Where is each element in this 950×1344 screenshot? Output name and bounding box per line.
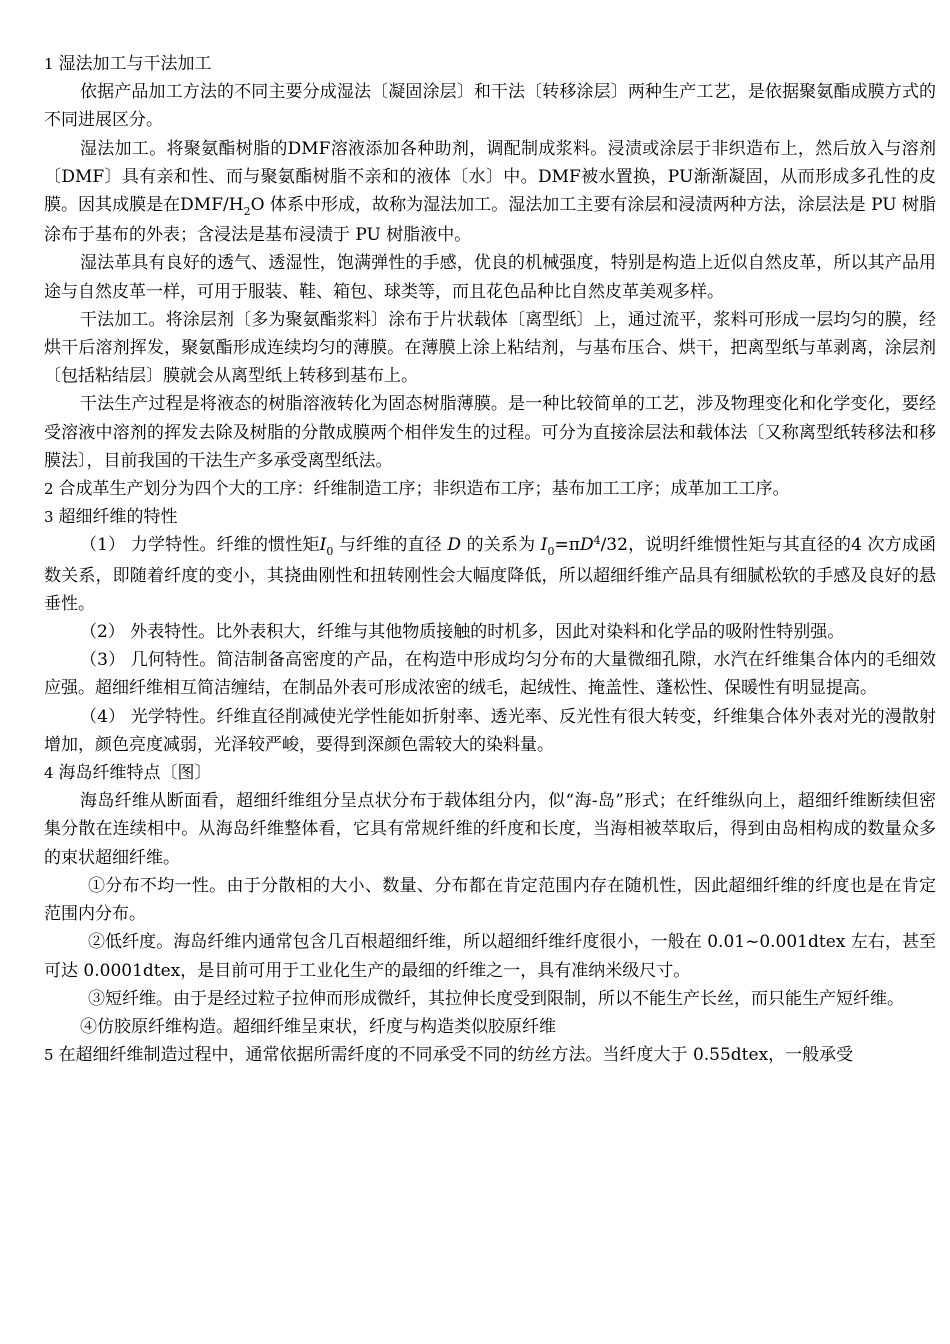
section-title: 湿法加工与干法加工	[58, 54, 212, 74]
text-run: O 体系中形成，故称为湿法加工。湿法加工主要有涂层和浸渍两种方法，涂层法是 PU 树脂涂布于基布的外表；含浸法是基布浸渍于 PU 树脂液中。	[44, 195, 936, 246]
formula-symbol: D	[579, 535, 594, 556]
list-item: ③短纤维。由于是经过粒子拉伸而形成微纤，其拉伸长度受到限制，所以不能生产长丝，而只能生产短纤维。	[88, 988, 904, 1009]
paragraph: 干法加工。将涂层剂〔多为聚氨酯浆料〕涂布于片状载体〔离型纸〕上，通过流平，浆料可形成一层均匀的膜，经烘干后溶剂挥发，聚氨酯形成连续均匀的薄膜。在薄膜上涂上粘结剂，与基布压合、烘干，把离型纸与革剥离，涂层剂〔包括粘结层〕膜就会从离型纸上转移到基布上。	[44, 309, 936, 387]
list-item: ②低纤度。海岛纤维内通常包含几百根超细纤维，所以超细纤维纤度很小，一般在 0.01~0.001dtex 左右，甚至可达 0.0001dtex，是目前可用于工业化生产的最细的纤维之一，具有准纳米级尺寸。	[44, 932, 936, 981]
formula-symbol: I	[540, 535, 548, 556]
section-3-heading	[44, 503, 936, 531]
subscript: 0	[326, 545, 334, 559]
section-5-heading	[44, 1041, 936, 1069]
paragraph: 湿法革具有良好的透气、透湿性，饱满弹性的手感，优良的机械强度，特别是构造上近似自然皮革，所以其产品用途与自然皮革一样，可用于服装、鞋、箱包、球类等，而且花色品种比自然皮革美观多样。	[44, 253, 936, 302]
list-item: ④仿胶原纤维构造。超细纤维呈束状，纤度与构造类似胶原纤维	[80, 1016, 556, 1037]
paragraph: 依据产品加工方法的不同主要分成湿法〔凝固涂层〕和干法〔转移涂层〕两种生产工艺，是依据聚氨酯成膜方式的不同进展区分。	[44, 82, 936, 131]
section-title: 超细纤维的特性	[58, 507, 178, 528]
text-run: 湿法加工。将聚氨酯树脂的DMF溶液添加各种助剂，调配制成浆料。浸渍或涂层于非织造布上，然后放入与溶剂〔DMF〕具有亲和性、而与聚氨酯树脂不亲和的液体〔水〕中。DMF被水置换，PU渐渐凝固，从而形成多孔性的皮膜。因其成膜是在DMF/H	[44, 138, 936, 216]
text-run: 与纤维的直径	[333, 535, 448, 556]
section-number: 4	[44, 764, 54, 783]
paragraph: 干法生产过程是将液态的树脂溶液转化为固态树脂薄膜。是一种比较简单的工艺，涉及物理变化和化学变化，要经受溶液中溶剂的挥发去除及树脂的分散成膜两个相伴发生的过程。可分为直接涂层法和载体法〔又称离型纸转移法和移膜法〕，目前我国的干法生产多承受离型纸法。	[44, 394, 936, 471]
text-run: （1） 力学特性。纤维的惯性矩	[80, 535, 320, 556]
paragraph	[44, 135, 936, 250]
paragraph: （2） 外表特性。比外表积大，纤维与其他物质接触的时机多，因此对染料和化学品的吸附性特别强。	[80, 622, 845, 643]
formula-symbol: I	[319, 535, 327, 556]
section-title: 海岛纤维特点〔图〕	[58, 763, 212, 784]
section-1-heading	[44, 50, 936, 78]
paragraph: （3） 几何特性。简洁制备高密度的产品，在构造中形成均匀分布的大量微细孔隙，水汽在纤维集合体内的毛细效应强。超细纤维相互简洁缠结，在制品外表可形成浓密的绒毛，起绒性、掩盖性、蓬松性、保暖性有明显提高。	[44, 650, 936, 699]
subscript: 0	[547, 545, 555, 559]
superscript: 4	[593, 534, 601, 548]
section-number: 5	[44, 1046, 54, 1065]
paragraph: 海岛纤维从断面看，超细纤维组分呈点状分布于载体组分内，似“海-岛”形式；在纤维纵向上，超细纤维断续但密集分散在连续相中。从海岛纤维整体看，它具有常规纤维的纤度和长度，当海相被萃取后，得到由岛相构成的数量众多的束状超细纤维。	[44, 791, 936, 868]
section-2-heading	[44, 475, 936, 503]
document-page	[44, 50, 936, 1069]
paragraph: （4） 光学特性。纤维直径削减使光学性能如折射率、透光率、反光性有很大转变，纤维集合体外表对光的漫散射增加，颜色亮度减弱，光泽较严峻，要得到深颜色需较大的染料量。	[44, 706, 936, 755]
section-text: 在超细纤维制造过程中，通常依据所需纤度的不同承受不同的纺丝方法。当纤度大于 0.55dtex，一般承受	[58, 1045, 854, 1066]
section-number: 3	[44, 508, 54, 527]
section-4-heading	[44, 759, 936, 787]
text-run: 的关系为	[461, 535, 541, 556]
section-text: 合成革生产划分为四个大的工序：纤维制造工序；非织造布工序；基布加工工序；成革加工工序。	[58, 479, 790, 500]
list-item: ①分布不均一性。由于分散相的大小、数量、分布都在肯定范围内存在随机性，因此超细纤维的纤度也是在肯定范围内分布。	[44, 875, 936, 925]
formula-symbol: D	[447, 535, 462, 556]
paragraph	[44, 531, 936, 618]
subscript: 2	[243, 205, 251, 219]
text-run: /32，说明纤维惯性矩与其直径的4 次方成函数关系，即随着纤度的变小，其挠曲刚性和扭转刚性会大幅度降低，所以超细纤维产品具有细腻松软的手感及良好的悬垂性。	[44, 535, 936, 614]
section-number: 2	[44, 480, 54, 499]
formula-text: =π	[554, 535, 580, 556]
section-number: 1	[44, 55, 54, 73]
